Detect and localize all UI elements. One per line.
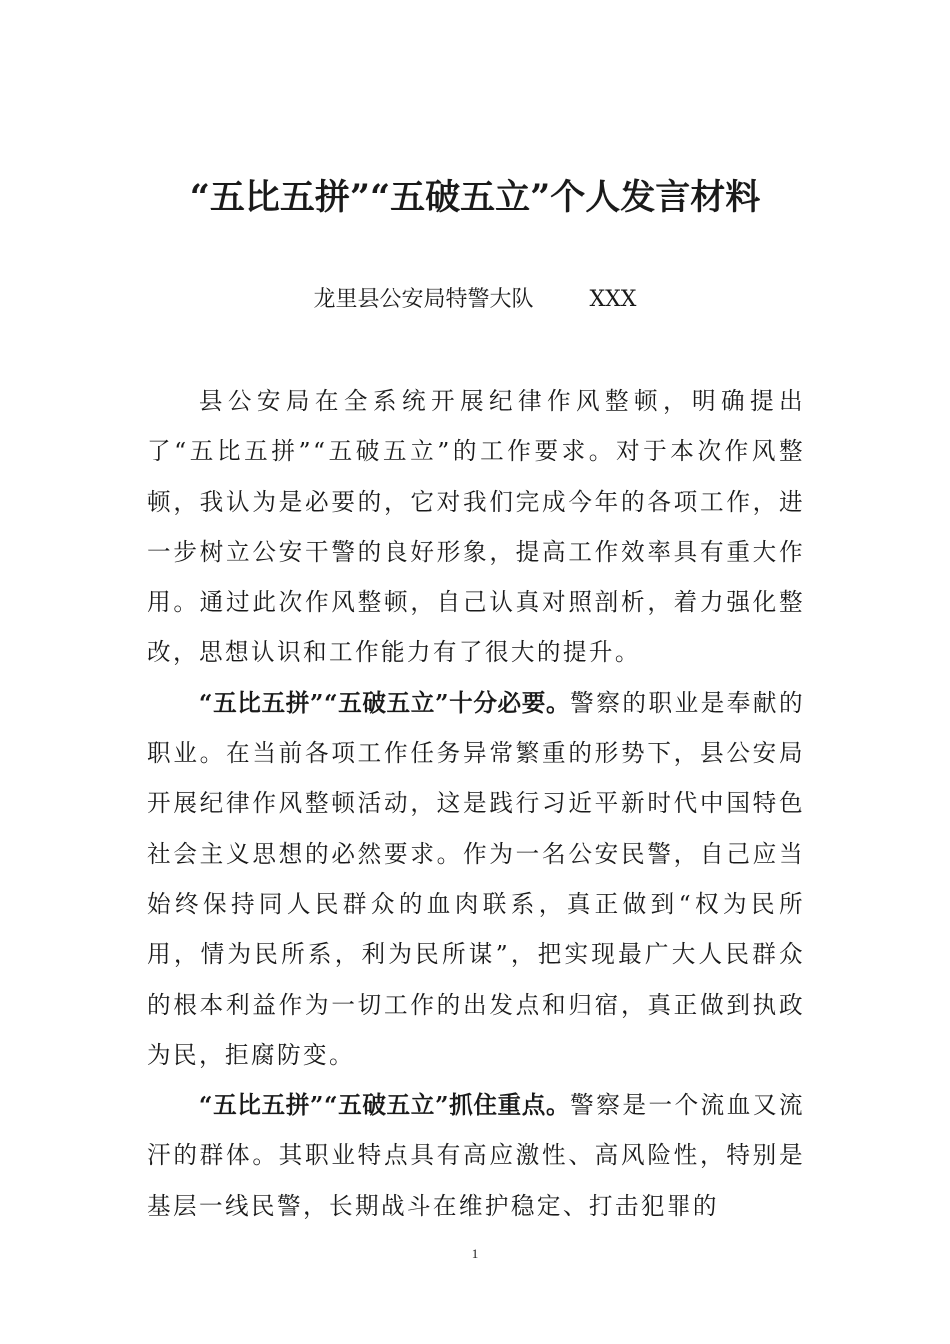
paragraph-intro <box>147 376 805 678</box>
page-number: 1 <box>471 1246 479 1261</box>
document-body <box>147 376 805 1231</box>
paragraph-lead: “五比五拼”“五破五立”十分必要。 <box>198 688 571 717</box>
paragraph-text: 县公安局在全系统开展纪律作风整顿，明确提出了“五比五拼”“五破五立”的工作要求。对于本次作风整顿，我认为是必要的，它对我们完成今年的各项工作，进一步树立公安干警的良好形象，提高工作效率具有重大作用。通过此次作风整顿，自己认真对照剖析，着力强化整改，思想认识和工作能力有了很大的提升。 <box>147 387 805 667</box>
document-title: “五比五拼”“五破五立”个人发言材料 <box>189 177 761 218</box>
paragraph-text: 警察是一个流血又流汗的群体。其职业特点具有高应激性、高风险性，特别是基层一线民警，长期战斗在维护稳定、打击犯罪的 <box>147 1091 805 1220</box>
paragraph-text: 警察的职业是奉献的职业。在当前各项工作任务异常繁重的形势下，县公安局开展纪律作风整顿活动，这是践行习近平新时代中国特色社会主义思想的必然要求。作为一名公安民警，自己应当始终保持同人民群众的血肉联系，真正做到“权为民所用，情为民所系，利为民所谋”，把实现最广大人民群众的根本利益作为一切工作的出发点和归宿，真正做到执政为民，拒腐防变。 <box>147 688 805 1069</box>
paragraph-lead: “五比五拼”“五破五立”抓住重点。 <box>198 1091 571 1120</box>
author-byline: 龙里县公安局特警大队 XXX <box>313 287 637 312</box>
paragraph-focus <box>147 1080 805 1231</box>
paragraph-necessity <box>147 678 805 1080</box>
